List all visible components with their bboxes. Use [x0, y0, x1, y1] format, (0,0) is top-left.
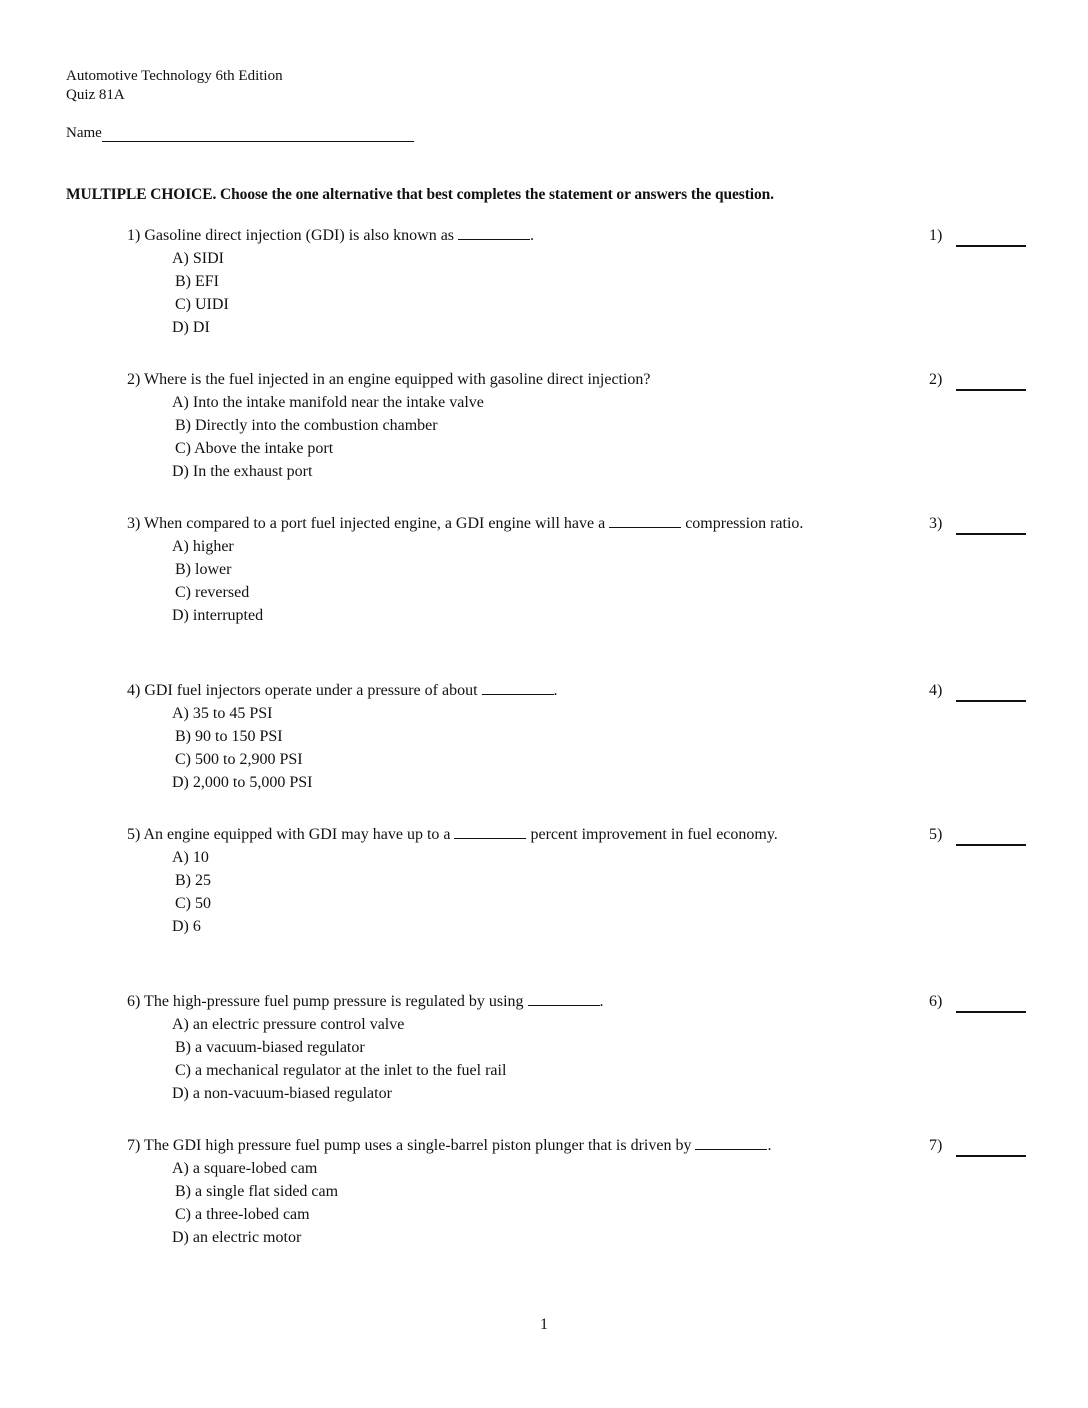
- question-item: [127, 823, 1067, 938]
- answer-option[interactable]: A) 10: [172, 849, 209, 866]
- answer-option[interactable]: C) a mechanical regulator at the inlet to the fuel rail: [175, 1062, 507, 1079]
- answer-slot: [929, 224, 1026, 247]
- answer-blank-line[interactable]: [956, 228, 1026, 247]
- question-number: 4): [127, 682, 141, 699]
- question-item: [127, 224, 1067, 339]
- answer-option[interactable]: A) Into the intake manifold near the intake valve: [172, 394, 484, 411]
- answer-blank-line[interactable]: [956, 994, 1026, 1013]
- question-stem: [127, 224, 912, 247]
- name-blank-line[interactable]: [102, 125, 414, 142]
- fill-in-blank: [695, 1135, 767, 1150]
- question-stem: [127, 1134, 912, 1157]
- question-item: [127, 368, 1067, 483]
- answer-slot-number: 5): [929, 826, 943, 843]
- question-stem: [127, 368, 912, 391]
- answer-option[interactable]: D) a non-vacuum-biased regulator: [172, 1085, 392, 1102]
- answer-option[interactable]: D) 6: [172, 918, 201, 935]
- page-number: 1: [540, 1316, 548, 1333]
- answer-option[interactable]: B) 90 to 150 PSI: [175, 728, 283, 745]
- answer-slot: [929, 512, 1026, 535]
- answer-option[interactable]: A) 35 to 45 PSI: [172, 705, 273, 722]
- question-text: An engine equipped with GDI may have up to a: [143, 826, 451, 843]
- question-text: The GDI high pressure fuel pump uses a single-barrel piston plunger that is driven by: [144, 1137, 692, 1154]
- answer-option[interactable]: D) an electric motor: [172, 1229, 302, 1246]
- answer-options: [172, 846, 1067, 938]
- fill-in-blank: [482, 680, 554, 695]
- question-text: When compared to a port fuel injected engine, a GDI engine will have a: [144, 515, 606, 532]
- answer-slot: [929, 823, 1026, 846]
- answer-option[interactable]: A) SIDI: [172, 250, 224, 267]
- question-number: 7): [127, 1137, 141, 1154]
- answer-slot-number: 4): [929, 682, 943, 699]
- answer-option[interactable]: B) EFI: [175, 273, 219, 290]
- question-text-after: .: [553, 682, 558, 699]
- answer-slot: [929, 1134, 1026, 1157]
- question-item: [127, 990, 1067, 1105]
- answer-slot: [929, 679, 1026, 702]
- name-field-row: [66, 125, 414, 142]
- question-number: 3): [127, 515, 141, 532]
- question-text: Gasoline direct injection (GDI) is also known as: [144, 227, 455, 244]
- answer-slot-number: 2): [929, 371, 943, 388]
- answer-slot: [929, 990, 1026, 1013]
- answer-option[interactable]: A) a square-lobed cam: [172, 1160, 318, 1177]
- answer-option[interactable]: B) a vacuum-biased regulator: [175, 1039, 365, 1056]
- answer-blank-line[interactable]: [956, 372, 1026, 391]
- fill-in-blank: [528, 991, 600, 1006]
- answer-slot-number: 7): [929, 1137, 943, 1154]
- answer-option[interactable]: D) In the exhaust port: [172, 463, 313, 480]
- answer-blank-line[interactable]: [956, 827, 1026, 846]
- question-number: 1): [127, 227, 141, 244]
- answer-option[interactable]: B) Directly into the combustion chamber: [175, 417, 438, 434]
- fill-in-blank: [609, 513, 681, 528]
- answer-blank-line[interactable]: [956, 1138, 1026, 1157]
- question-stem: [127, 823, 912, 846]
- question-text: The high-pressure fuel pump pressure is regulated by using: [144, 993, 524, 1010]
- answer-option[interactable]: C) 50: [175, 895, 211, 912]
- answer-option[interactable]: D) 2,000 to 5,000 PSI: [172, 774, 313, 791]
- answer-option[interactable]: A) an electric pressure control valve: [172, 1016, 405, 1033]
- answer-option[interactable]: D) DI: [172, 319, 210, 336]
- answer-options: [172, 1157, 1067, 1249]
- question-stem: [127, 990, 912, 1013]
- question-number: 6): [127, 993, 141, 1010]
- answer-slot-number: 1): [929, 227, 943, 244]
- document-header: [66, 67, 283, 105]
- fill-in-blank: [458, 225, 530, 240]
- question-stem: [127, 512, 912, 535]
- quiz-title: Quiz 81A: [66, 87, 125, 103]
- name-label: Name: [66, 125, 102, 141]
- question-number: 5): [127, 826, 141, 843]
- question-stem: [127, 679, 912, 702]
- answer-option[interactable]: B) lower: [175, 561, 232, 578]
- answer-options: [172, 391, 1067, 483]
- question-text: Where is the fuel injected in an engine equipped with gasoline direct injection?: [144, 371, 651, 388]
- answer-options: [172, 247, 1067, 339]
- answer-option[interactable]: D) interrupted: [172, 607, 264, 624]
- answer-option[interactable]: A) higher: [172, 538, 234, 555]
- question-text: GDI fuel injectors operate under a pressure of about: [144, 682, 478, 699]
- answer-slot-number: 3): [929, 515, 943, 532]
- answer-slot-number: 6): [929, 993, 943, 1010]
- question-number: 2): [127, 371, 141, 388]
- instructions: MULTIPLE CHOICE. Choose the one alternative that best completes the statement or answers the question.: [66, 186, 774, 203]
- answer-slot: [929, 368, 1026, 391]
- answer-option[interactable]: C) Above the intake port: [175, 440, 334, 457]
- question-item: [127, 1134, 1067, 1249]
- answer-options: [172, 702, 1067, 794]
- question-text-after: percent improvement in fuel economy.: [526, 826, 778, 843]
- question-item: [127, 512, 1067, 627]
- book-title: Automotive Technology 6th Edition: [66, 68, 283, 84]
- question-text-after: .: [599, 993, 604, 1010]
- answer-option[interactable]: B) 25: [175, 872, 211, 889]
- answer-option[interactable]: C) reversed: [175, 584, 250, 601]
- question-text-after: .: [767, 1137, 772, 1154]
- question-text-after: compression ratio.: [681, 515, 804, 532]
- question-item: [127, 679, 1067, 794]
- answer-option[interactable]: B) a single flat sided cam: [175, 1183, 339, 1200]
- answer-options: [172, 1013, 1067, 1105]
- answer-blank-line[interactable]: [956, 683, 1026, 702]
- question-text-after: .: [530, 227, 535, 244]
- answer-blank-line[interactable]: [956, 516, 1026, 535]
- answer-options: [172, 535, 1067, 627]
- answer-option[interactable]: C) UIDI: [175, 296, 229, 313]
- answer-option[interactable]: C) 500 to 2,900 PSI: [175, 751, 303, 768]
- fill-in-blank: [454, 824, 526, 839]
- answer-option[interactable]: C) a three-lobed cam: [175, 1206, 310, 1223]
